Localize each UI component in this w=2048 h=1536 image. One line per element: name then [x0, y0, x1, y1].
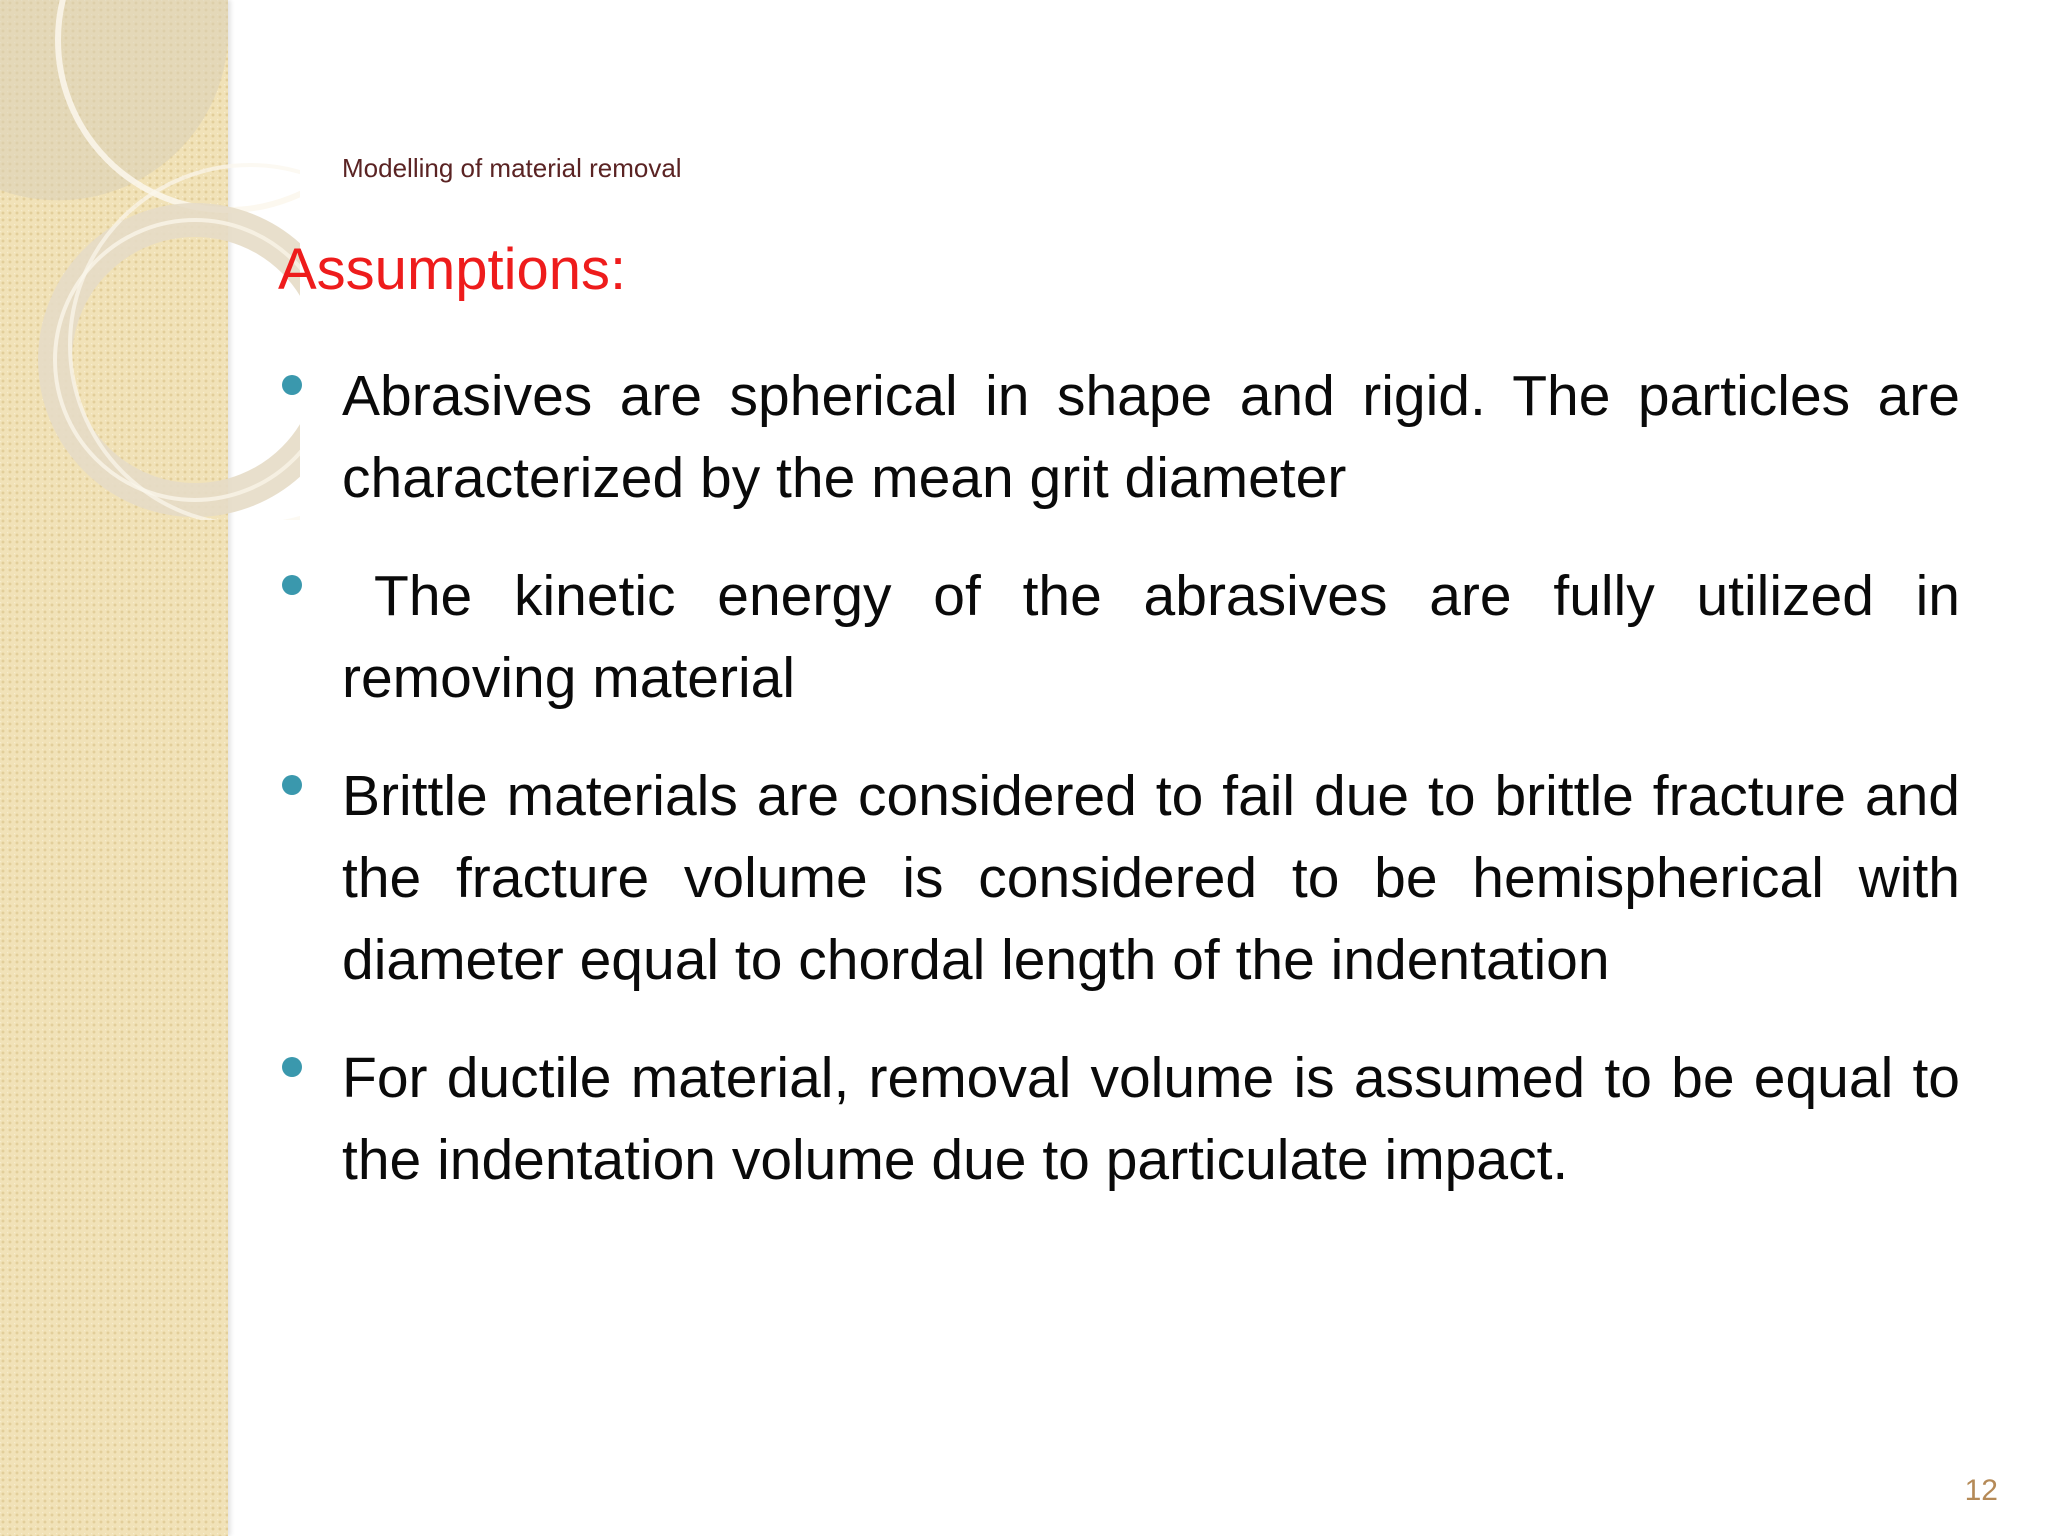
bullet-list — [280, 355, 1960, 1237]
page-number: 12 — [1964, 1474, 1998, 1507]
bullet-dot-icon — [282, 575, 302, 595]
bullet-dot-icon — [282, 775, 302, 795]
bullet-dot-icon — [282, 1057, 302, 1077]
decorative-side-band — [0, 0, 228, 1536]
slide-title: Assumptions: — [278, 237, 627, 302]
bullet-item — [280, 355, 1960, 519]
bullet-item — [280, 1037, 1960, 1201]
bullet-item — [280, 555, 1960, 719]
bullet-text: The kinetic energy of the abrasives are fully utilized in removing material — [342, 564, 1960, 710]
bullet-text: For ductile material, removal volume is assumed to be equal to the indentation volume due to particulate impact. — [342, 1046, 1960, 1192]
bullet-text: Abrasives are spherical in shape and rigid. The particles are characterized by the mean grit diameter — [342, 364, 1960, 510]
bullet-text: Brittle materials are considered to fail due to brittle fracture and the fracture volume is considered to be hemispherical with diameter equal to chordal length of the indentation — [342, 764, 1960, 992]
bullet-dot-icon — [282, 375, 302, 395]
bullet-item — [280, 755, 1960, 1001]
slide-header: Modelling of material removal — [342, 153, 682, 183]
